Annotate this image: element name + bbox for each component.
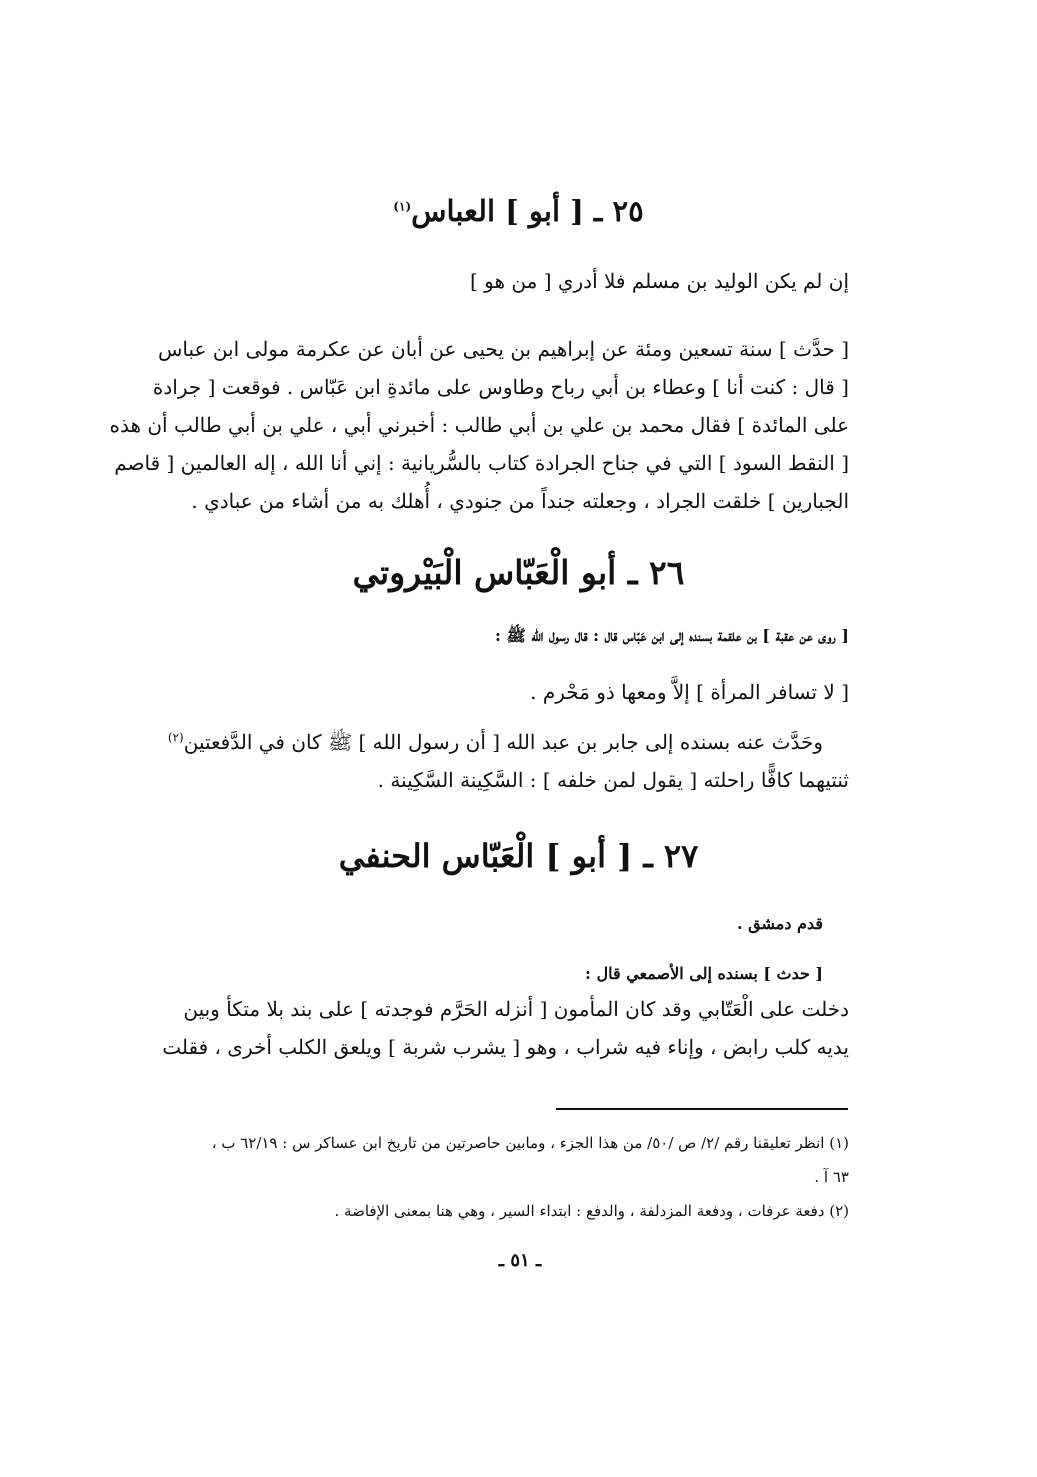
text-line: [ روى عن عقبة ] بن علقمة بسنده إلى ابن عَبّاس قال : قال رسول الله ﷺ : — [495, 626, 849, 645]
paragraph-text: وحَدَّث عنه بسنده إلى جابر بن عبد الله [ أن رسول الله ] ﷺ كان في الدَّفعتين — [183, 730, 823, 754]
footnote-ref-1[interactable]: (١) — [393, 199, 412, 214]
section-27-heading: ٢٧ ـ [ أبو ] الْعَبّاس الحنفي — [338, 837, 699, 875]
section-27-paragraph — [162, 990, 849, 1066]
footnote-ref-2[interactable]: (٢) — [167, 730, 184, 745]
footnote-1-continued: ٦٣ آ . — [814, 1168, 849, 1186]
footnote-1: (١) انظر تعليقنا رقم /٢/ ص /٥٠/ من هذا الجزء ، ومابين حاصرتين من تاريخ ابن عساكر س : ٦٢/١٩ ب ، — [211, 1134, 849, 1152]
section-25-heading — [150, 194, 887, 228]
section-25-line — [189, 262, 849, 300]
section-25-title: ٢٥ ـ [ أبو ] العباس — [411, 194, 644, 228]
text-line: قدم دمشق . — [737, 914, 823, 933]
section-26-intro — [189, 617, 849, 655]
footnotes — [189, 1126, 849, 1228]
section-27-line — [189, 905, 849, 943]
text-line — [167, 723, 849, 761]
section-26-paragraph — [167, 723, 849, 799]
footnote-divider — [556, 1108, 848, 1110]
section-26-heading: ٢٦ ـ أبو الْعَبّاس الْبَيْروتي — [352, 553, 685, 592]
section-27-intro — [189, 955, 849, 993]
text-line: [ قال : كنت أنا ] وعطاء بن أبي رباح وطاوس على مائدةِ ابن عَبّاس . فوقعت [ جرادة — [152, 375, 849, 399]
text-line: يديه كلب رابض ، وإناء فيه شراب ، وهو [ يشرب شربة ] ويلعق الكلب أخرى ، فقلت — [162, 1035, 849, 1059]
text-line: [ لا تسافر المرأة ] إلاَّ ومعها ذو مَحْرم . — [530, 680, 849, 704]
footnote-2: (٢) دفعة عرفات ، ودفعة المزدلفة ، والدفع : ابتداء السير ، وهي هنا بمعنى الإفاضة . — [334, 1202, 849, 1220]
text-line: دخلت على الْعَتّابي وقد كان المأمون [ أنزله الحَرَّم فوجدته ] على بند بلا متكأ وبين — [183, 997, 849, 1021]
text-line: إن لم يكن الوليد بن مسلم فلا أدري [ من هو ] — [470, 269, 849, 293]
text-line: الجبارين ] خلقت الجراد ، وجعلته جنداً من جنودي ، أُهلك به من أشاء من عبادي . — [191, 489, 849, 513]
text-line: [ حدَّث ] سنة تسعين ومئة عن إبراهيم بن يحيى عن أبان عن عكرمة مولى ابن عباس — [157, 337, 849, 361]
section-25-paragraph — [109, 330, 849, 520]
page-number: ـ ٥١ ـ — [498, 1250, 542, 1271]
section-26-quote — [189, 673, 849, 711]
text-line: ثنتيهما كافًّا راحلته [ يقول لمن خلفه ] : السَّكِينة السَّكِينة . — [377, 768, 849, 792]
text-line: على المائدة ] فقال محمد بن علي بن أبي طالب : أخبرني أبي ، علي بن أبي طالب أن هذه — [109, 413, 849, 437]
text-line: [ حدث ] بسنده إلى الأصمعي قال : — [585, 964, 823, 983]
text-line: [ النقط السود ] التي في جناح الجرادة كتاب بالسُّريانية : إني أنا الله ، إله العالمين [ قاصم — [114, 451, 849, 475]
